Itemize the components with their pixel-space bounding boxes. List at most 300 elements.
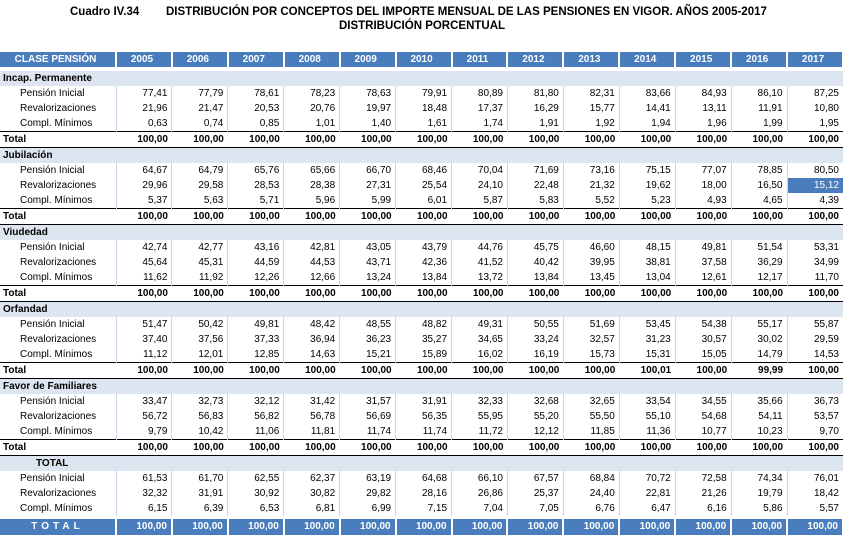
section-cell — [172, 148, 228, 164]
value-cell: 43,71 — [340, 255, 396, 270]
value-cell: 11,70 — [814, 271, 839, 283]
total-row — [0, 132, 843, 148]
value-cell: 56,83 — [172, 409, 228, 424]
value-cell: 11,74 — [396, 424, 452, 440]
total-cell: 100,00 — [340, 440, 396, 456]
total-cell: 100,00 — [172, 132, 228, 148]
value-cell: 20,76 — [284, 101, 340, 116]
value-cell: 54,68 — [675, 409, 731, 424]
value-cell: 30,82 — [284, 486, 340, 501]
value-cell: 1,94 — [619, 116, 675, 132]
section-cell — [787, 379, 843, 395]
value-cell: 26,86 — [452, 486, 508, 501]
value-cell: 33,24 — [507, 332, 563, 347]
value-cell: 74,34 — [731, 471, 787, 486]
grand-total-cell: 100,00 — [284, 519, 340, 535]
section-cell — [452, 456, 508, 472]
grand-total-cell: 100,00 — [172, 519, 228, 535]
section-cell — [787, 302, 843, 318]
total-cell: 100,00 — [340, 209, 396, 225]
value-cell: 30,92 — [228, 486, 284, 501]
value-cell: 14,41 — [619, 101, 675, 116]
header-year: 2017 — [787, 52, 843, 69]
value-cell: 1,61 — [396, 116, 452, 132]
grand-total-cell: 100,00 — [787, 519, 843, 535]
section-cell — [284, 302, 340, 318]
table-row — [0, 178, 843, 193]
value-cell: 80,89 — [452, 86, 508, 101]
value-cell: 80,50 — [813, 164, 839, 176]
table-row — [0, 255, 843, 270]
section-cell — [396, 69, 452, 86]
section-header-row — [0, 225, 843, 241]
table-row — [0, 347, 843, 363]
row-label: Pensión Inicial — [0, 471, 116, 486]
value-cell: 16,29 — [507, 101, 563, 116]
value-cell: 77,41 — [116, 86, 172, 101]
total-cell: 100,00 — [563, 440, 619, 456]
value-cell: 34,55 — [675, 394, 731, 409]
header-label: CLASE PENSIÓN — [0, 52, 116, 69]
section-cell — [563, 69, 619, 86]
value-cell: 35,27 — [396, 332, 452, 347]
value-cell: 0,63 — [116, 116, 172, 132]
value-cell: 44,76 — [452, 240, 508, 255]
section-header-row — [0, 379, 843, 395]
row-label: Revalorizaciones — [0, 409, 116, 424]
total-label: Total — [0, 132, 116, 148]
value-cell: 32,65 — [563, 394, 619, 409]
value-cell: 12,85 — [228, 347, 284, 363]
total-cell: 100,00 — [340, 132, 396, 148]
value-cell: 30,57 — [675, 332, 731, 347]
value-cell: 61,53 — [116, 471, 172, 486]
header-year: 2013 — [563, 52, 619, 69]
value-cell: 19,62 — [619, 178, 675, 193]
total-cell: 100,00 — [787, 132, 843, 148]
value-cell: 56,78 — [284, 409, 340, 424]
total-cell: 100,00 — [396, 440, 452, 456]
header-row — [0, 52, 843, 69]
value-cell: 62,55 — [228, 471, 284, 486]
value-cell: 5,71 — [228, 193, 284, 209]
value-cell: 29,82 — [340, 486, 396, 501]
table-row — [0, 240, 843, 255]
section-cell — [507, 379, 563, 395]
total-cell: 100,00 — [228, 132, 284, 148]
value-cell: 29,96 — [116, 178, 172, 193]
total-cell: 100,00 — [228, 440, 284, 456]
value-cell: 54,11 — [731, 409, 787, 424]
table-row — [0, 116, 843, 132]
grand-total-cell: 100,00 — [340, 519, 396, 535]
section-cell — [284, 379, 340, 395]
section-cell — [563, 379, 619, 395]
section-cell — [228, 456, 284, 472]
section-cell — [340, 379, 396, 395]
grand-total-cell: 100,00 — [507, 519, 563, 535]
row-label: Pensión Inicial — [0, 86, 116, 101]
grand-total-cell: 100,00 — [452, 519, 508, 535]
section-cell — [452, 69, 508, 86]
value-cell: 56,82 — [228, 409, 284, 424]
table-row — [0, 394, 843, 409]
header-year: 2011 — [452, 52, 508, 69]
value-cell: 28,53 — [228, 178, 284, 193]
total-cell: 99,99 — [731, 363, 787, 379]
total-cell: 100,00 — [116, 286, 172, 302]
value-cell: 49,81 — [675, 240, 731, 255]
grand-total-cell: 100,00 — [563, 519, 619, 535]
total-cell: 100,00 — [563, 286, 619, 302]
value-cell: 36,23 — [340, 332, 396, 347]
value-cell: 1,40 — [340, 116, 396, 132]
value-cell: 50,55 — [507, 317, 563, 332]
section-cell — [787, 69, 843, 86]
value-cell: 10,42 — [172, 424, 228, 440]
total-cell: 100,00 — [731, 286, 787, 302]
section-cell — [172, 379, 228, 395]
row-label: Compl. Mínimos — [0, 116, 116, 132]
total-cell: 100,00 — [284, 132, 340, 148]
section-cell — [619, 148, 675, 164]
section-cell — [675, 456, 731, 472]
value-cell: 31,91 — [396, 394, 452, 409]
section-cell — [116, 379, 172, 395]
value-cell: 75,15 — [619, 163, 675, 178]
total-cell: 100,00 — [172, 440, 228, 456]
grand-total-cell: 100,00 — [731, 519, 787, 535]
value-cell: 87,25 — [813, 87, 839, 99]
value-cell: 63,19 — [340, 471, 396, 486]
total-cell: 100,00 — [340, 286, 396, 302]
value-cell: 11,85 — [563, 424, 619, 440]
value-cell: 4,93 — [675, 193, 731, 209]
value-cell: 31,57 — [340, 394, 396, 409]
value-cell: 86,10 — [731, 86, 787, 101]
value-cell: 22,81 — [619, 486, 675, 501]
row-label: Compl. Mínimos — [0, 347, 116, 363]
value-cell: 53,31 — [813, 241, 839, 253]
section-title: Viudedad — [0, 225, 116, 241]
value-cell: 77,07 — [675, 163, 731, 178]
total-cell: 100,00 — [619, 209, 675, 225]
section-cell — [731, 456, 787, 472]
value-cell: 11,92 — [172, 270, 228, 286]
section-cell — [116, 456, 172, 472]
value-cell: 12,12 — [507, 424, 563, 440]
value-cell: 13,84 — [507, 270, 563, 286]
section-cell — [507, 302, 563, 318]
value-cell: 6,01 — [396, 193, 452, 209]
value-cell: 32,73 — [172, 394, 228, 409]
value-cell: 18,48 — [396, 101, 452, 116]
table-row — [0, 501, 843, 516]
title-block — [0, 0, 844, 48]
section-cell — [731, 148, 787, 164]
section-cell — [675, 379, 731, 395]
value-cell: 55,87 — [813, 318, 839, 330]
section-cell — [396, 456, 452, 472]
value-cell: 21,26 — [675, 486, 731, 501]
value-cell: 6,16 — [675, 501, 731, 516]
section-cell — [787, 225, 843, 241]
value-cell: 71,69 — [507, 163, 563, 178]
value-cell: 33,47 — [116, 394, 172, 409]
value-cell: 12,17 — [731, 270, 787, 286]
value-cell: 72,58 — [675, 471, 731, 486]
value-cell: 5,57 — [819, 502, 839, 514]
row-label: Pensión Inicial — [0, 317, 116, 332]
value-cell: 56,72 — [116, 409, 172, 424]
value-cell: 53,45 — [619, 317, 675, 332]
table-row — [0, 409, 843, 424]
section-header-row — [0, 302, 843, 318]
value-cell: 78,23 — [284, 86, 340, 101]
value-cell: 21,47 — [172, 101, 228, 116]
value-cell: 34,65 — [452, 332, 508, 347]
row-label: Revalorizaciones — [0, 101, 116, 116]
section-header-row — [0, 69, 843, 86]
total-cell: 100,00 — [284, 363, 340, 379]
total-cell: 100,00 — [563, 132, 619, 148]
row-label: Compl. Mínimos — [0, 193, 116, 209]
row-label: Revalorizaciones — [0, 486, 116, 501]
grand-total-cell: 100,00 — [675, 519, 731, 535]
value-cell: 4,39 — [819, 194, 839, 206]
value-cell: 37,58 — [675, 255, 731, 270]
value-cell: 48,82 — [396, 317, 452, 332]
section-cell — [563, 225, 619, 241]
value-cell: 5,87 — [452, 193, 508, 209]
value-cell: 5,83 — [507, 193, 563, 209]
total-cell: 100,00 — [172, 363, 228, 379]
section-cell — [116, 302, 172, 318]
total-cell: 100,00 — [452, 286, 508, 302]
value-cell: 48,15 — [619, 240, 675, 255]
section-title: Orfandad — [0, 302, 116, 318]
value-cell: 1,74 — [452, 116, 508, 132]
value-cell: 27,31 — [340, 178, 396, 193]
value-cell: 20,53 — [228, 101, 284, 116]
value-cell: 64,79 — [172, 163, 228, 178]
value-cell: 83,66 — [619, 86, 675, 101]
value-cell: 25,37 — [507, 486, 563, 501]
value-cell: 4,65 — [731, 193, 787, 209]
section-cell — [563, 148, 619, 164]
section-cell — [228, 302, 284, 318]
section-cell — [507, 225, 563, 241]
value-cell: 41,52 — [452, 255, 508, 270]
header-year: 2006 — [172, 52, 228, 69]
total-cell: 100,00 — [675, 363, 731, 379]
table-row — [0, 101, 843, 116]
value-cell: 11,74 — [340, 424, 396, 440]
value-cell: 1,01 — [284, 116, 340, 132]
total-cell: 100,00 — [675, 132, 731, 148]
section-cell — [396, 148, 452, 164]
total-cell: 100,00 — [787, 209, 843, 225]
value-cell: 42,77 — [172, 240, 228, 255]
section-cell — [619, 302, 675, 318]
total-cell: 100,00 — [172, 286, 228, 302]
value-cell: 65,66 — [284, 163, 340, 178]
value-cell: 10,23 — [731, 424, 787, 440]
value-cell: 43,16 — [228, 240, 284, 255]
section-cell — [396, 302, 452, 318]
total-cell: 100,00 — [116, 209, 172, 225]
value-cell: 11,62 — [116, 270, 172, 286]
value-cell: 79,91 — [396, 86, 452, 101]
value-cell: 37,40 — [116, 332, 172, 347]
total-label: Total — [0, 440, 116, 456]
total-cell: 100,00 — [731, 209, 787, 225]
total-cell: 100,00 — [731, 440, 787, 456]
value-cell: 12,26 — [228, 270, 284, 286]
value-cell: 21,96 — [116, 101, 172, 116]
value-cell: 13,45 — [563, 270, 619, 286]
value-cell: 15,77 — [563, 101, 619, 116]
table-row — [0, 424, 843, 440]
value-cell: 31,23 — [619, 332, 675, 347]
value-cell: 24,10 — [452, 178, 508, 193]
value-cell: 66,70 — [340, 163, 396, 178]
value-cell: 11,36 — [619, 424, 675, 440]
table-title-text: DISTRIBUCIÓN POR CONCEPTOS DEL IMPORTE MENSUAL DE LAS PENSIONES EN VIGOR. AÑOS 2005-2017 — [166, 6, 767, 18]
value-cell: 1,99 — [731, 116, 787, 132]
total-cell: 100,00 — [731, 132, 787, 148]
grand-total-cell: 100,00 — [116, 519, 172, 535]
table-row — [0, 486, 843, 501]
section-cell — [507, 69, 563, 86]
value-cell: 43,79 — [396, 240, 452, 255]
value-cell: 50,42 — [172, 317, 228, 332]
value-cell: 11,72 — [452, 424, 508, 440]
value-cell: 7,04 — [452, 501, 508, 516]
value-cell: 10,80 — [813, 102, 839, 114]
value-cell: 32,32 — [116, 486, 172, 501]
total-row — [0, 363, 843, 379]
value-cell: 6,47 — [619, 501, 675, 516]
total-cell: 100,00 — [619, 132, 675, 148]
table-row — [0, 193, 843, 209]
total-cell: 100,00 — [172, 209, 228, 225]
value-cell: 77,79 — [172, 86, 228, 101]
total-row — [0, 440, 843, 456]
total-cell: 100,00 — [675, 286, 731, 302]
value-cell: 5,99 — [340, 193, 396, 209]
value-cell: 5,37 — [116, 193, 172, 209]
value-cell: 55,10 — [619, 409, 675, 424]
total-label: Total — [0, 286, 116, 302]
value-cell: 19,79 — [731, 486, 787, 501]
value-cell: 37,56 — [172, 332, 228, 347]
value-cell: 15,12 — [787, 178, 843, 193]
section-cell — [284, 225, 340, 241]
section-cell — [116, 225, 172, 241]
value-cell: 5,86 — [731, 501, 787, 516]
header-year: 2005 — [116, 52, 172, 69]
total-cell: 100,00 — [787, 363, 843, 379]
value-cell: 56,35 — [396, 409, 452, 424]
value-cell: 55,50 — [563, 409, 619, 424]
value-cell: 28,38 — [284, 178, 340, 193]
value-cell: 51,69 — [563, 317, 619, 332]
value-cell: 45,64 — [116, 255, 172, 270]
value-cell: 22,48 — [507, 178, 563, 193]
value-cell: 36,29 — [731, 255, 787, 270]
total-cell: 100,01 — [619, 363, 675, 379]
section-cell — [228, 148, 284, 164]
value-cell: 49,81 — [228, 317, 284, 332]
row-label: Compl. Mínimos — [0, 424, 116, 440]
value-cell: 82,31 — [563, 86, 619, 101]
value-cell: 78,85 — [731, 163, 787, 178]
value-cell: 31,91 — [172, 486, 228, 501]
value-cell: 43,05 — [340, 240, 396, 255]
header-year: 2007 — [228, 52, 284, 69]
value-cell: 18,42 — [813, 487, 839, 499]
section-cell — [675, 148, 731, 164]
value-cell: 73,16 — [563, 163, 619, 178]
value-cell: 13,84 — [396, 270, 452, 286]
value-cell: 10,77 — [675, 424, 731, 440]
total-cell: 100,00 — [116, 440, 172, 456]
value-cell: 45,75 — [507, 240, 563, 255]
value-cell: 55,95 — [452, 409, 508, 424]
value-cell: 12,01 — [172, 347, 228, 363]
table-row — [0, 270, 843, 286]
value-cell: 36,94 — [284, 332, 340, 347]
section-cell — [787, 456, 843, 472]
value-cell: 65,76 — [228, 163, 284, 178]
value-cell: 30,02 — [731, 332, 787, 347]
value-cell: 16,19 — [507, 347, 563, 363]
section-cell — [228, 379, 284, 395]
value-cell: 13,04 — [619, 270, 675, 286]
value-cell: 32,57 — [563, 332, 619, 347]
total-cell: 100,00 — [116, 363, 172, 379]
value-cell: 12,61 — [675, 270, 731, 286]
total-cell: 100,00 — [675, 209, 731, 225]
value-cell: 11,06 — [228, 424, 284, 440]
total-cell: 100,00 — [116, 132, 172, 148]
value-cell: 54,38 — [675, 317, 731, 332]
total-cell: 100,00 — [396, 132, 452, 148]
section-cell — [619, 456, 675, 472]
header-year: 2012 — [507, 52, 563, 69]
row-label: Pensión Inicial — [0, 163, 116, 178]
section-cell — [172, 225, 228, 241]
value-cell: 45,31 — [172, 255, 228, 270]
value-cell: 5,96 — [284, 193, 340, 209]
row-label: Revalorizaciones — [0, 332, 116, 347]
section-title: Jubilación — [0, 148, 116, 164]
value-cell: 55,17 — [731, 317, 787, 332]
value-cell: 44,59 — [228, 255, 284, 270]
value-cell: 6,99 — [340, 501, 396, 516]
total-cell: 100,00 — [619, 286, 675, 302]
value-cell: 6,81 — [284, 501, 340, 516]
section-cell — [284, 69, 340, 86]
pension-distribution-table — [0, 52, 844, 535]
value-cell: 32,68 — [507, 394, 563, 409]
section-cell — [116, 148, 172, 164]
table-code: Cuadro IV.34 — [70, 6, 140, 18]
value-cell: 32,12 — [228, 394, 284, 409]
value-cell: 32,33 — [452, 394, 508, 409]
value-cell: 67,57 — [507, 471, 563, 486]
